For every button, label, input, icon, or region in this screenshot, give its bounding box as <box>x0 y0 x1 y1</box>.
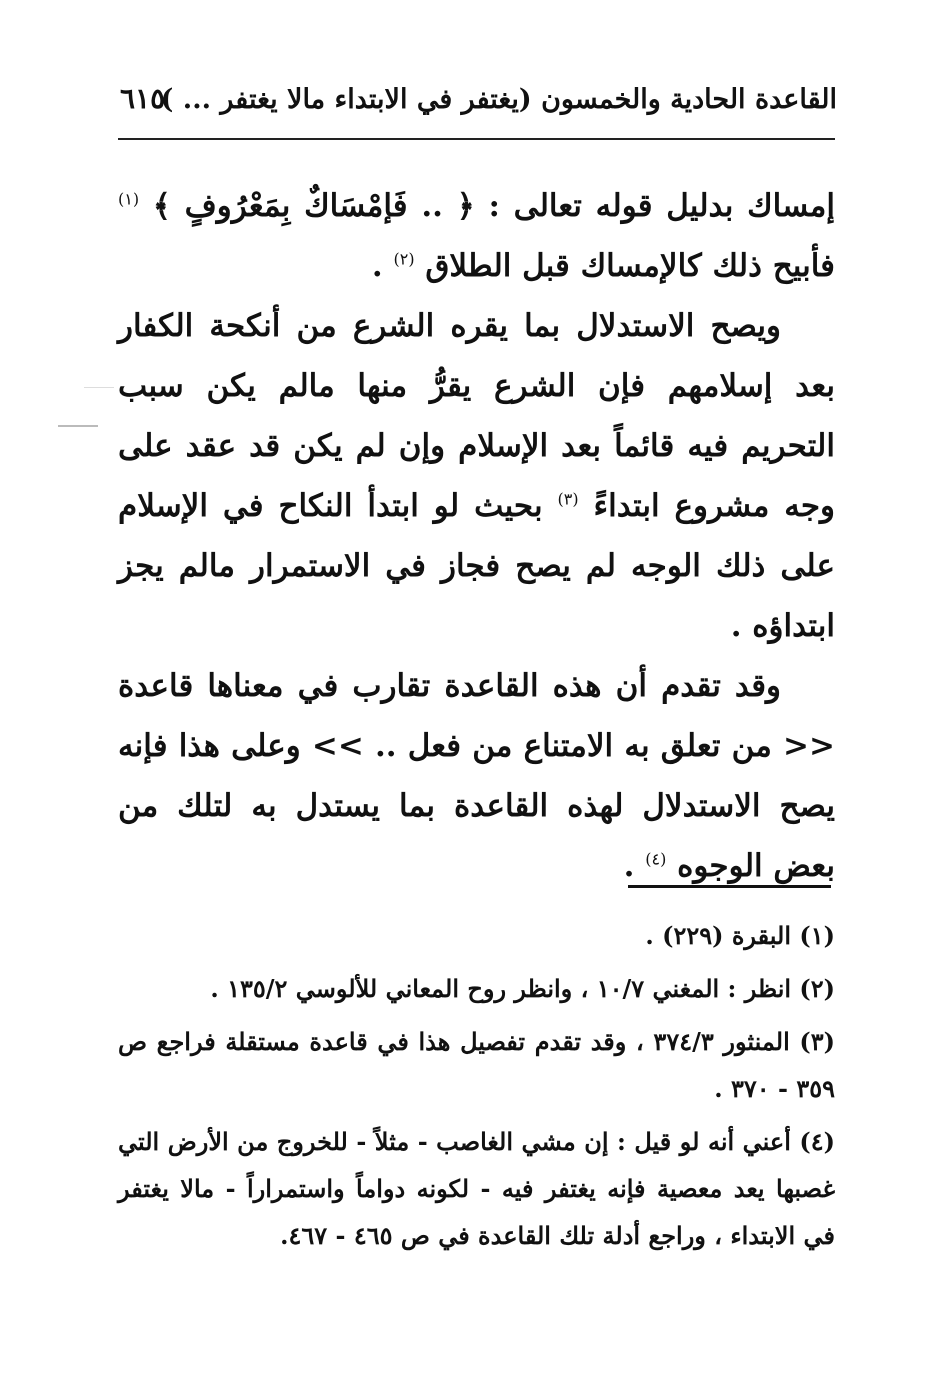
footnotes <box>118 912 835 1265</box>
footnote-separator <box>628 885 831 888</box>
footnote: (١) البقرة (٢٢٩) . <box>645 921 835 950</box>
page-number: ٦١٥ <box>120 82 166 115</box>
footnote-ref: (١) <box>118 189 140 209</box>
page-header <box>110 80 837 132</box>
paragraph <box>118 176 835 296</box>
text-run: . <box>371 248 394 284</box>
running-title: القاعدة الحادية والخمسون (يغتفر في الابتداء مالا يغتفر ... ) <box>160 84 837 115</box>
scan-artifact <box>58 425 98 427</box>
header-rule <box>118 138 835 140</box>
paragraph <box>118 656 835 896</box>
text-run: وقد تقدم أن هذه القاعدة تقارب في معناها قاعدة << من تعلق به الامتناع من فعل .. >> وعلى هذا فإنه يصح الاستدلال لهذه القاعدة بما يستدل به لتلك من بعض الوجوه <box>118 668 835 884</box>
footnote-ref: (٢) <box>393 249 415 269</box>
paragraph <box>118 296 835 656</box>
footnote: (٢) انظر : المغني ١٠/٧ ، وانظر روح المعاني للألوسي ١٣٥/٢ . <box>210 974 835 1003</box>
text-run: إمساك بدليل قوله تعالى : ﴿ .. فَإمْسَاكٌ بِمَعْرُوفٍ ﴾ <box>139 188 835 224</box>
scan-artifact <box>84 387 114 388</box>
footnote: (٣) المنثور ٣٧٤/٣ ، وقد تقدم تفصيل هذا في قاعدة مستقلة فراجع ص ٣٥٩ - ٣٧٠ . <box>118 1027 835 1103</box>
footnote-ref: (٤) <box>645 849 667 869</box>
text-run: بحيث لو ابتدأ النكاح في الإسلام على ذلك الوجه لم يصح فجاز في الاستمرار مالم يجز ابتداؤه . <box>118 488 835 644</box>
text-run: فأبيح ذلك كالإمساك قبل الطلاق <box>414 248 835 284</box>
text-run: . <box>623 848 646 884</box>
main-text <box>118 176 835 896</box>
footnote: (٤) أعني أنه لو قيل : إن مشي الغاصب - مثلاً - للخروج من الأرض التي غصبها يعد معصية فإنه يغتفر فيه - لكونه دواماً واستمراراً - مالا يغتفر في الابتداء ، وراجع أدلة تلك القاعدة في ص ٤٦٥ - ٤٦٧. <box>118 1127 836 1250</box>
text-run: ويصح الاستدلال بما يقره الشرع من أنكحة الكفار بعد إسلامهم فإن الشرع يقرُّ منها مالم يكن سبب التحريم فيه قائماً بعد الإسلام وإن لم يكن قد عقد على وجه مشروع ابتداءً <box>118 308 835 524</box>
footnote-ref: (٣) <box>557 489 579 509</box>
